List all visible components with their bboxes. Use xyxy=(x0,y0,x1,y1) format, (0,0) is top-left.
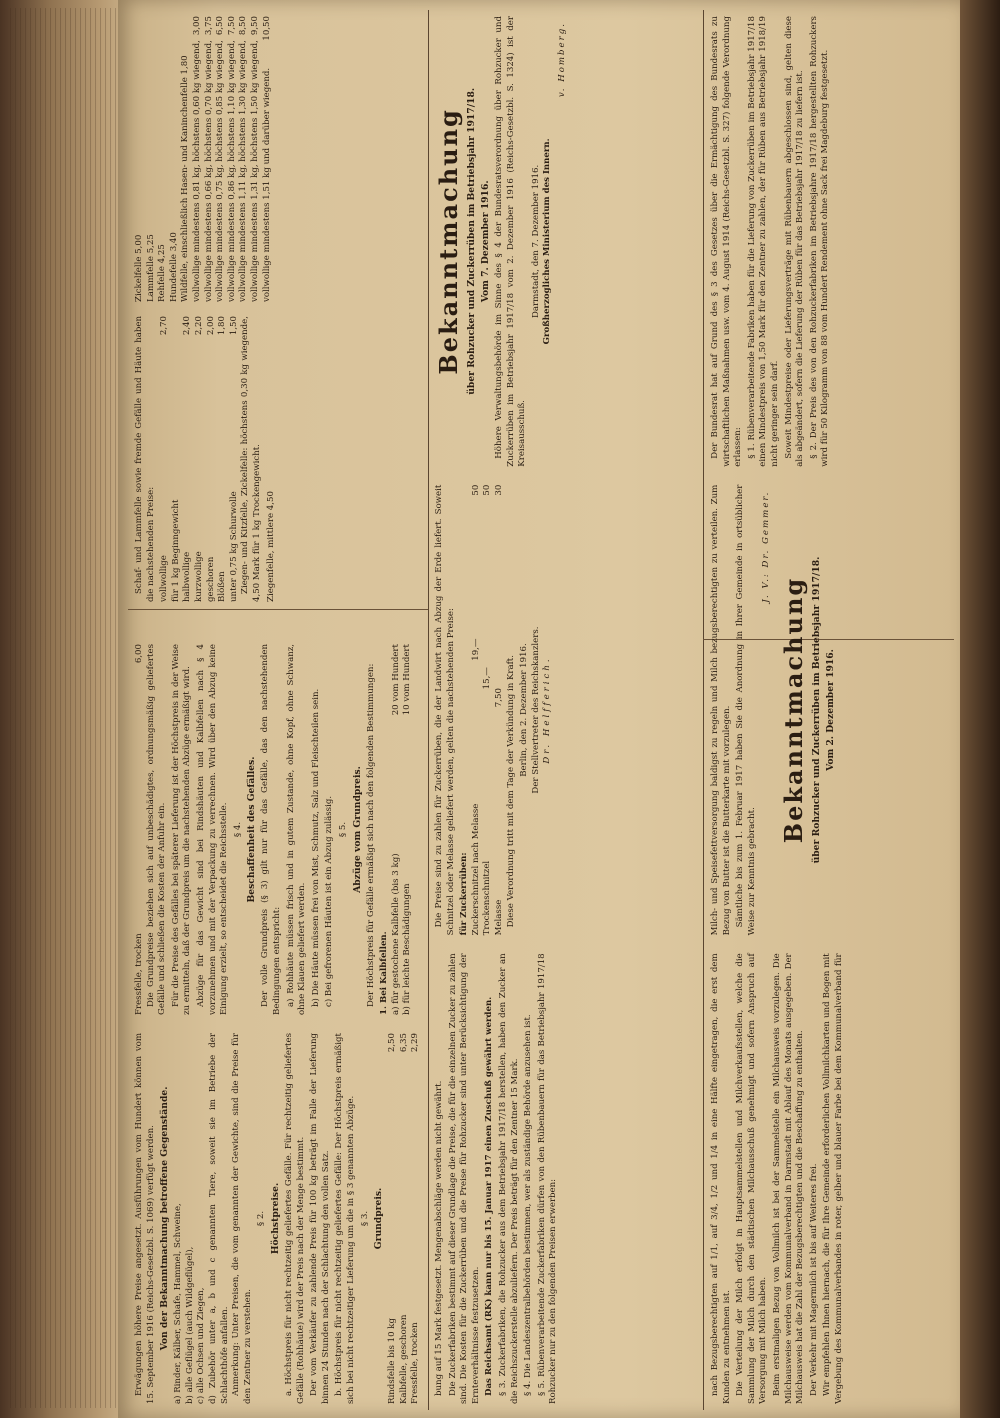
table-row xyxy=(402,644,414,1015)
paragraph: Der volle Grundpreis (§ 3) gilt nur für das Gefälle, das den nachstehenden Bedingungen entspricht: xyxy=(260,644,282,1015)
section-number: § 5. xyxy=(337,821,348,838)
list-item: b) alle Geflügel (auch Wildgeflügel), xyxy=(184,1246,195,1404)
row-value-2: 30 xyxy=(493,484,504,496)
row-label: vollwollige mindestens 0,86 kg, höchstens 1,10 kg wiegend, xyxy=(226,40,237,302)
row-label: a) für gestochene Kalbfelle (bis 3 kg) xyxy=(390,853,401,1015)
row-value: 2,40 xyxy=(182,316,193,336)
row-label: vollwollige mindestens 1,11 kg, höchstens 1,30 kg wiegend, xyxy=(238,40,249,302)
row-value: 9,50 xyxy=(249,16,260,36)
row-label: vollwollige mindestens 1,51 kg und darüber wiegend. xyxy=(261,67,272,302)
section-heading: Abzüge vom Grundpreis. xyxy=(351,766,363,893)
page-stack-lines xyxy=(10,8,120,1408)
paragraph: Die Verteilung der Milch erfolgt in Hauptsammelstellen und Milchverkaufsstellen, welche die Sammlung der Milch durch den städtischen Milchausschuß genehmigt und sofern Anspruch auf Versorgung mit Milch haben. xyxy=(735,953,769,1404)
paragraph: Diese Verordnung tritt mit dem Tage der Verkündung in Kraft. xyxy=(505,655,516,928)
row-label: vollwollige mindestens 0,75 kg, höchstens 0,85 kg wiegend, xyxy=(215,40,226,302)
table-row xyxy=(194,316,206,602)
paragraph: Anmerkung: Unter Preisen, die vom genannten der Gewichte, sind die Preise für den Zentner zu verstehen. xyxy=(231,1033,253,1404)
table-row xyxy=(387,1033,399,1404)
row-label: Fressfelle, trocken xyxy=(134,933,144,1015)
paragraph: Der vom Verkäufer zu zahlende Preis für 100 kg beträgt im Falle der Lieferung binnen 24 Stunden nach der Schlachtung den vollen Satz. xyxy=(309,1033,331,1404)
row-label: vollwollige mindestens 0,81 kg, höchstens 0,60 kg wiegend, xyxy=(191,40,202,302)
row-value: 2,29 xyxy=(410,1033,421,1053)
row-label: Trockenschnitzel xyxy=(482,860,493,936)
table-row xyxy=(238,16,250,302)
table-row xyxy=(250,16,262,302)
row-value: 10,50 xyxy=(261,16,272,41)
deduction-title: 1. Bei Kalbfellen. xyxy=(379,931,390,1015)
row-label: Fressfelle, trocken xyxy=(410,1322,421,1404)
row-label: kurzwollige xyxy=(193,551,204,602)
row-label: Zuckerschnitzel nach Melasse xyxy=(470,803,481,936)
binding-shadow xyxy=(960,0,1000,1418)
signer-title: Der Stellvertreter des Reichskanzlers. xyxy=(530,626,541,794)
signature: v. Homberg. xyxy=(556,22,567,98)
column-rule xyxy=(428,10,429,1410)
paragraph: § 1. Rübenverarbeitende Fabriken haben für die Lieferung von Zuckerrüben im Betriebsjahr 1917/18 einen Mindestpreis von 1,50 Mark für den Zentner zu zahlen, der für Rüben aus Betriebsjahr 1918/19 nicht geringer sein darf. xyxy=(746,16,780,467)
row-label: halbwollige xyxy=(182,551,193,602)
row-value: 6,00 xyxy=(134,644,144,664)
paragraph: § 4. Die Landeszentralbehörden bestimmen, wer als zuständige Behörde anzusehen ist. xyxy=(523,1014,534,1396)
dateline: Darmstadt, den 7. Dezember 1916. xyxy=(530,164,541,318)
section-number: § 3. xyxy=(359,1210,370,1227)
list-item: c) alle Ochsen und Ziegen, xyxy=(196,1287,207,1404)
row-label: vollwollige xyxy=(159,555,170,602)
row-value: 2,00 xyxy=(205,316,216,336)
list-item: d) Zubehör unter a, b und c genannten Tiere, soweit sie im Betriebe der Schlachthöfe anfallen. xyxy=(207,1033,230,1404)
table-row xyxy=(206,316,218,602)
row-label: Kalbfelle, geschoren xyxy=(398,1314,409,1404)
paragraph: Die Zuckerfabriken bestimmt auf dieser Grundlage die Preise, die für die einzelnen Zucker zu zahlen sind. Die Kosten für die Zuckerrüben und die Preise für Rohzucker sind unter Berücksichtigung der Ernteverhältnisse festzusetzen. xyxy=(447,953,481,1404)
list-item: Rehfelle 4,25 xyxy=(157,244,168,302)
notice-heading: Bekanntmachung xyxy=(778,576,808,844)
row-label: Melasse xyxy=(493,899,504,936)
article-column-top xyxy=(134,644,422,1404)
price-title: für Zuckerrüben: xyxy=(459,852,470,936)
list-item: a) Rinder, Kälber, Schafe, Hammel, Schweine, xyxy=(173,1203,184,1404)
article-column-corner xyxy=(134,16,422,602)
list-item: Zickelfelle 5,00 xyxy=(134,234,144,302)
table-row xyxy=(192,16,204,302)
row-value: 6,35 xyxy=(398,1033,409,1053)
paragraph: a) Rohhäute müssen frisch und in gutem Zustande, ohne Kopf, ohne Schwanz, ohne Klauen geliefert werden. xyxy=(285,644,308,1015)
book-page-stack xyxy=(0,0,125,1418)
paragraph: § 2. Der Preis des von den Rohzuckerfabriken im Betriebsjahre 1917/18 hergestellten Rohzuckers wird für 50 Kilogramm von 88 vom Hundert Rendement ohne Sack frei Magdeburg festgesetzt. xyxy=(808,16,831,467)
row-value: 2,20 xyxy=(193,316,204,336)
paragraph: Wir empfehlen Ihnen hiernach, die für Ihre Gemeinde erforderlichen Vollmilchkarten und Bogen mit Vergebung des Kommunalverbandes in roter, gelber und blauer Farbe bei dem Kommunalverband für Milch- und Speisefettversorgung baldigst zu regeln und Milch bezugsberechtigten zu verteilen. Zum Bezug von Butter ist die Butterkarte mit vorzulegen. xyxy=(710,484,844,1404)
row-label: unter 0,75 kg Schurwolle xyxy=(228,491,239,602)
paragraph: Die Grundpreise beziehen sich auf unbeschädigtes, ordnungsmäßig geliefertes Gefälle und schließen die Kosten der Anfuhr ein. xyxy=(145,644,168,1015)
row-unit: für 1 kg Beginngewicht xyxy=(170,499,181,602)
table-row xyxy=(229,316,241,602)
row-label: Rindsfelle bis 10 kg xyxy=(387,1317,398,1404)
column-rule xyxy=(703,10,704,1410)
table-row xyxy=(482,485,494,936)
paragraph: Sämtliche bis zum 1. Februar 1917 haben Sie die Anordnung in Ihrer Gemeinde in ortsüblicher Weise zur Kenntnis gebracht. xyxy=(735,484,757,936)
table-row xyxy=(159,316,171,602)
paragraph: c) Bei gefrorenen Häuten ist ein Abzug zulässig. xyxy=(324,795,335,1007)
paragraph: b) Die Häute müssen frei von Mist, Schmutz, Salz und Fleischteilen sein. xyxy=(310,688,321,1007)
row-label: vollwollige mindestens 0,66 kg, höchstens 0,70 kg wiegend, xyxy=(203,40,214,302)
section-heading: Grundpreis. xyxy=(373,1187,385,1250)
table-row xyxy=(134,644,146,1015)
signature: Dr. Helfferich. xyxy=(542,656,553,764)
paragraph: Erwägungen höhere Preise angesetzt. Ausführungen vom Hundert können vom 15. September 1916 (Reichs-Gesetzbl. S. 1069) verfügt werden. xyxy=(134,1033,156,1404)
row-value: 20 vom Hundert xyxy=(390,644,401,716)
paragraph: Der Verkehr mit Magermilch ist bis auf Weiteres frei. xyxy=(808,1163,819,1396)
notice-date: Vom 7. Dezember 1916. xyxy=(480,180,491,303)
table-row xyxy=(399,1033,411,1404)
section-heading: Höchstpreise. xyxy=(269,1182,281,1255)
paragraph: Schaf- und Lammfelle sowie fremde Gefälle und Häute haben die nachstehenden Preise: xyxy=(134,316,156,602)
paragraph: Das Reichsamt (RK) kann nur bis 15. Januar 1917 einen Zuschuß gewährt werden. xyxy=(484,996,495,1396)
paragraph: Abzüge für das Gewicht sind bei Rindshäuten und Kalbfellen nach § 4 vorzunehmen und mit der Verpackung zu verrechnen. Wird über den Abzug keine Einigung erzielt, so entscheidet die Reichsstelle. xyxy=(195,644,230,1015)
list-item: Lammfelle 5,25 xyxy=(145,234,156,302)
table-row xyxy=(262,16,274,302)
paragraph: b. Höchstpreis für nicht rechtzeitig geliefertes Gefälle: Der Höchstpreis ermäßigt sich bei nicht rechtzeitiger Lieferung um die in § 3 genannten Abzüge. xyxy=(334,1033,356,1404)
paragraph: bung auf 15 Mark festgesetzt. Mengenabschläge werden nicht gewährt. xyxy=(434,1080,444,1396)
row-value: 1,80 xyxy=(217,316,228,336)
article-column-bottom xyxy=(710,16,948,1404)
table-row xyxy=(215,16,227,302)
table-row xyxy=(204,16,216,302)
row-value: 8,50 xyxy=(238,16,249,36)
paragraph: Beim erstmaligen Bezug von Vollmilch ist bei der Sammelstelle ein Milchausweis vorzulegen. Die Milchausweise werden vom Kommunalverband in Darmstadt mit Ablauf des Monats ausgegeben. Der Milchausweis hat die Zahl der Bezugsberechtigten und die Beschaffung zu enthalten. xyxy=(771,953,806,1404)
row-value: 3,00 xyxy=(191,16,202,36)
notice-subheading: über Rohzucker und Zuckerrüben im Betriebsjahr 1917/18. xyxy=(810,556,822,864)
row-label: geschoren xyxy=(205,556,216,602)
list-item: Ziegenfelle, mittlere 4,50 xyxy=(265,491,276,602)
row-value-2: 50 xyxy=(482,484,493,496)
row-value: 2,70 xyxy=(159,316,170,336)
ministry-name: Großherzogliches Ministerium des Innern. xyxy=(542,138,553,345)
row-label: Blößen xyxy=(217,571,228,602)
row-label: b) für leichte Beschädigungen xyxy=(402,883,413,1015)
row-value: 2,50 xyxy=(387,1033,398,1053)
paragraph: Der Bundesrat hat auf Grund des § 3 des Gesetzes über die Ermächtigung des Bundesrats zu wirtschaftlichen Maßnahmen usw. vom 4. August 1914 (Reichs-Gesetzbl. S. 327) folgende Verordnung erlassen: xyxy=(710,16,744,467)
row-value: 3,75 xyxy=(203,16,214,36)
signature: J. V.: Dr. Gemmer. xyxy=(761,490,772,603)
paragraph: § 5. Rübenverarbeitende Zuckerfabriken dürfen von den Rübenbauern für das Betriebsjahr 1917/18 Rohzucker nur zu den folgenden Preisen erwerben: xyxy=(536,953,559,1404)
table-row xyxy=(471,485,483,936)
section-number: § 2. xyxy=(256,1210,267,1227)
row-value: 6,50 xyxy=(215,16,226,36)
dateline: Berlin, den 2. Dezember 1916. xyxy=(519,643,530,777)
row-value: 1,50 xyxy=(228,316,239,336)
table-row xyxy=(391,644,403,1015)
row-value: 7,50 xyxy=(226,16,237,36)
table-row xyxy=(410,1033,422,1404)
table-row xyxy=(217,316,229,602)
paragraph: Für die Preise des Gefälles bei späterer Lieferung ist der Höchstpreis in der Weise zu ermitteln, daß der Grundpreis um die nachstehenden Abzüge ermäßigt wird. xyxy=(170,644,193,1015)
row-value: 7,50 xyxy=(493,688,504,708)
table-row xyxy=(494,485,506,936)
section-heading: Beschaffenheit des Gefälles. xyxy=(246,756,258,903)
notice-date: Vom 2. Dezember 1916. xyxy=(824,649,836,771)
row-value: 15,— xyxy=(482,667,493,690)
section-number: § 4. xyxy=(232,821,243,838)
row-value-2: 50 xyxy=(470,484,481,496)
paragraph: a. Höchstpreis für nicht rechtzeitig geliefertes Gefälle. Für rechtzeitig geliefertes Gefälle (Rohhäute) wird der Preis nach der Menge bestimmt. xyxy=(283,1033,306,1404)
section-rule xyxy=(128,609,428,610)
article-column-middle xyxy=(434,16,697,1404)
list-item: Hundefelle 3,40 xyxy=(168,232,179,302)
table-row xyxy=(227,16,239,302)
section-title: Von der Bekanntmachung betroffene Gegenstände. xyxy=(159,1086,171,1351)
table-row xyxy=(182,316,194,602)
list-item: Wildfelle, einschließlich Hasen- und Kaninchenfelle 1,80 xyxy=(180,55,191,302)
notice-heading: Bekanntmachung xyxy=(434,108,463,375)
paragraph: Der Höchstpreis für Gefälle ermäßigt sich nach den folgenden Bestimmungen: xyxy=(365,663,376,1007)
row-value: 19,— xyxy=(470,638,481,661)
row-label: vollwollige mindestens 1,31 kg, höchstens 1,50 kg wiegend, xyxy=(249,40,260,302)
rotated-page-content xyxy=(128,10,954,1410)
paragraph: nach Bezugsberechtigten auf 1/1, auf 3/4, 1/2 und 1/4 in eine Hälfte eingetragen, die erst dem Kunden zu entnehmen ist. xyxy=(710,953,732,1404)
paragraph: Soweit Mindestpreise oder Lieferungsverträge mit Rübenbauern abgeschlossen sind, gelten diese als abgeändert, sofern die Lieferung der Rüben für das Betriebsjahr 1917/18 zu liefern ist. xyxy=(783,16,806,467)
paragraph: Höhere Verwaltungsbehörde im Sinne des § 4 der Bundesratsverordnung über Rohzucker und Zuckerrüben im Betriebsjahr 1917/18 vom 2. Dezember 1916 (Reichs-Gesetzbl. S. 1324) ist der Kreisausschuß. xyxy=(494,16,528,467)
notice-subheading: über Rohzucker und Zuckerrüben im Betriebsjahr 1917/18. xyxy=(466,87,477,395)
paragraph: Die Preise sind zu zahlen für Zuckerrüben, die der Landwirt nach Abzug der Erde liefert. Soweit Schnitzel oder Melasse geliefert werden, gelten die nachstehenden Preise: xyxy=(434,484,456,936)
row-value: 10 vom Hundert xyxy=(402,644,413,716)
paragraph: Ziegen- und Kitzfelle, Zickelfelle: höchstens 0,30 kg wiegende, 4,50 Mark für 1 kg Trockengewicht. xyxy=(240,316,262,602)
paragraph: § 3. Zuckerfabriken, die Rohzucker aus dem Betriebsjahr 1917/18 herstellen, haben den Zucker an die Reichszuckerstelle abzuliefern. Der Preis beträgt für den Zentner 15 Mark. xyxy=(497,953,520,1404)
